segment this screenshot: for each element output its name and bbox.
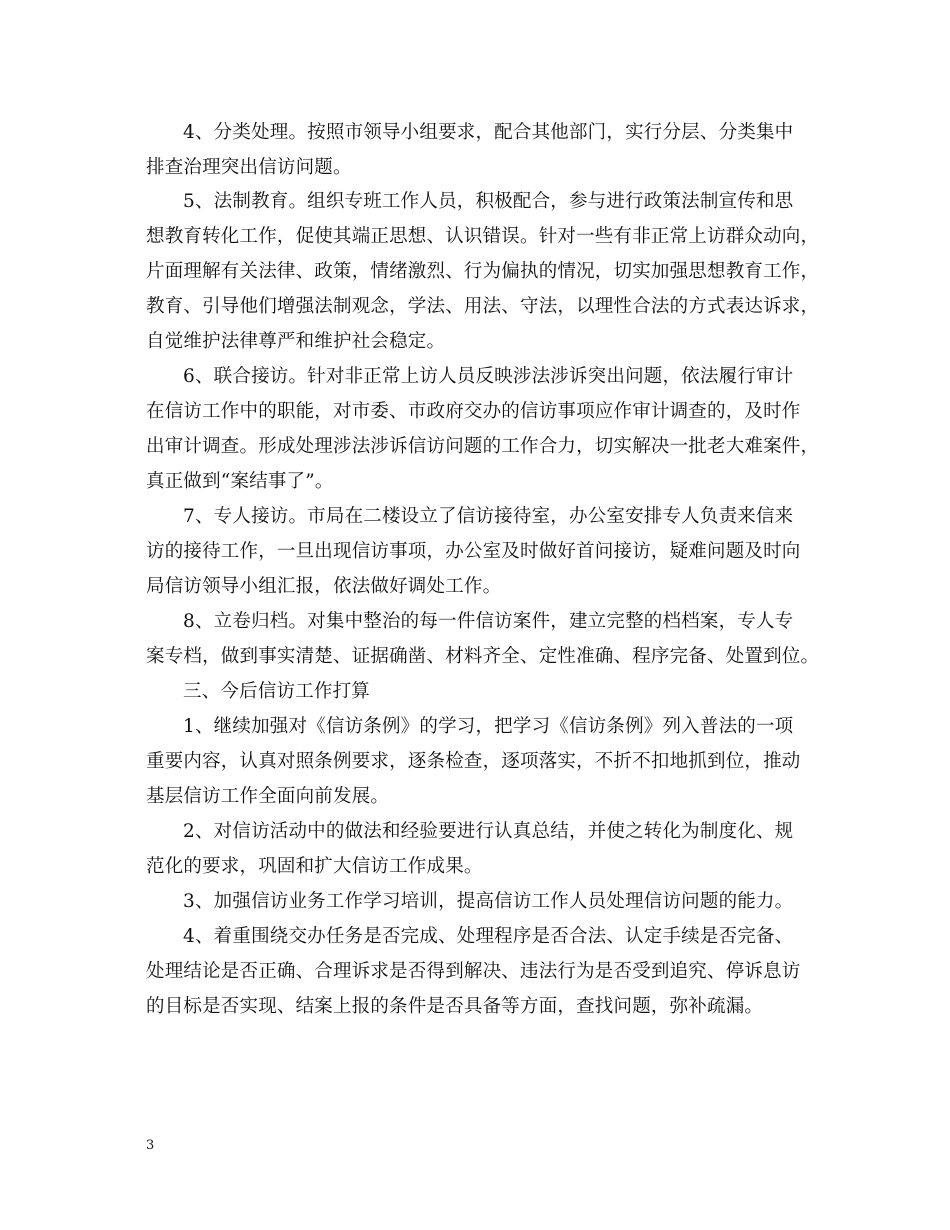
text-line: 范化的要求，巩固和扩大信访工作成果。 — [146, 856, 483, 877]
text-line: 案专档，做到事实清楚、证据确凿、材料齐全、定性准确、程序完备、处置到位。 — [146, 646, 820, 667]
text-line: 排查治理突出信访问题。 — [146, 157, 352, 178]
text-line: 重要内容，认真对照条例要求，逐条检查，逐项落实，不折不扣地抓到位，推动 — [146, 751, 801, 772]
text-line: 自觉维护法律尊严和维护社会稳定。 — [146, 331, 446, 352]
text-line: 4、着重围绕交办任务是否完成、处理程序是否合法、认定手续是否完备、 — [183, 926, 794, 947]
text-line: 3、加强信访业务工作学习培训，提高信访工作人员处理信访问题的能力。 — [183, 891, 794, 912]
text-line: 的目标是否实现、结案上报的条件是否具备等方面，查找问题，弥补疏漏。 — [146, 996, 764, 1017]
text-line: 在信访工作中的职能，对市委、市政府交办的信访事项应作审计调查的，及时作 — [146, 401, 801, 422]
section-heading: 三、今后信访工作打算 — [183, 681, 371, 702]
text-line: 真正做到“案结事了”。 — [146, 471, 334, 492]
text-line: 想教育转化工作，促使其端正思想、认识错误。针对一些有非正常上访群众动向， — [146, 226, 820, 247]
text-line: 教育、引导他们增强法制观念，学法、用法、守法，以理性合法的方式表达诉求， — [146, 296, 820, 317]
text-line: 1、继续加强对《信访条例》的学习，把学习《信访条例》列入普法的一项 — [183, 716, 794, 737]
text-line: 出审计调查。形成处理涉法涉诉信访问题的工作合力，切实解决一批老大难案件， — [146, 436, 820, 457]
text-line: 局信访领导小组汇报，依法做好调处工作。 — [146, 576, 502, 597]
page-number: 3 — [146, 1138, 155, 1153]
text-line: 7、专人接访。市局在二楼设立了信访接待室，办公室安排专人负责来信来 — [183, 506, 794, 527]
text-line: 6、联合接访。针对非正常上访人员反映涉法涉诉突出问题，依法履行审计 — [183, 366, 794, 387]
text-line: 片面理解有关法律、政策，情绪激烈、行为偏执的情况，切实加强思想教育工作， — [146, 261, 820, 282]
text-line: 基层信访工作全面向前发展。 — [146, 786, 390, 807]
text-line: 5、法制教育。组织专班工作人员，积极配合，参与进行政策法制宣传和思 — [183, 191, 794, 212]
text-line: 4、分类处理。按照市领导小组要求，配合其他部门，实行分层、分类集中 — [183, 122, 794, 143]
text-line: 8、立卷归档。对集中整治的每一件信访案件，建立完整的档档案，专人专 — [183, 611, 794, 632]
text-line: 2、对信访活动中的做法和经验要进行认真总结，并使之转化为制度化、规 — [183, 821, 794, 842]
text-line: 处理结论是否正确、合理诉求是否得到解决、违法行为是否受到追究、停诉息访 — [146, 961, 801, 982]
text-line: 访的接待工作，一旦出现信访事项，办公室及时做好首问接访，疑难问题及时向 — [146, 541, 801, 562]
